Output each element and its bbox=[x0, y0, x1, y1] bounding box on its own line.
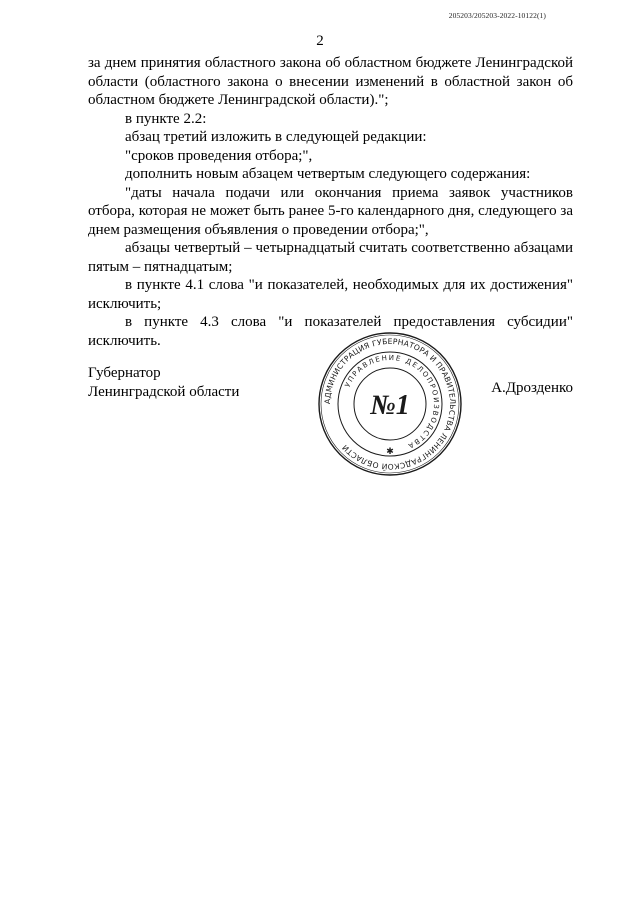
document-body bbox=[88, 54, 573, 350]
paragraph: абзац третий изложить в следующей редакции: bbox=[125, 129, 427, 145]
stamp-star-icon: ✱ bbox=[386, 447, 394, 457]
page-number: 2 bbox=[316, 33, 324, 49]
paragraph: "даты начала подачи или окончания приема заявок участников отбора, которая не может быть ранее 5-го календарного дня, следующего за днем размещения объявления о проведении отбора;", bbox=[88, 184, 573, 238]
paragraph: в пункте 4.3 слова "и показателей предоставления субсидии" исключить. bbox=[88, 314, 573, 349]
stamp-inner-text: УПРАВЛЕНИЕ ДЕЛОПРОИЗВОДСТВА bbox=[343, 353, 441, 451]
stamp-outer-text: АДМИНИСТРАЦИЯ ГУБЕРНАТОРА И ПРАВИТЕЛЬСТВА ЛЕНИНГРАДСКОЙ ОБЛАСТИ bbox=[322, 336, 458, 472]
signatory-title-line1: Губернатор bbox=[88, 365, 161, 381]
signatory-name: А.Дрозденко bbox=[491, 380, 573, 396]
stamp-number: №1 bbox=[370, 390, 410, 421]
paragraph: "сроков проведения отбора;", bbox=[125, 147, 313, 164]
paragraph: в пункте 2.2: bbox=[125, 110, 207, 127]
signatory-title bbox=[88, 364, 239, 401]
document-id: 205203/205203-2022-10122(1) bbox=[448, 11, 546, 20]
signatory-title-line2: Ленинградской области bbox=[88, 383, 240, 400]
paragraph: дополнить новым абзацем четвертым следующего содержания: bbox=[125, 166, 531, 182]
paragraph: абзацы четвертый – четырнадцатый считать соответственно абзацами пятым – пятнадцатым; bbox=[88, 240, 573, 275]
paragraph: за днем принятия областного закона об областном бюджете Ленинградской области (областного закона о внесении изменений в областной закон об областном бюджете Ленинградской области)."; bbox=[88, 55, 573, 108]
paragraph: в пункте 4.1 слова "и показателей, необходимых для их достижения" исключить; bbox=[88, 277, 573, 312]
official-stamp bbox=[316, 330, 464, 478]
